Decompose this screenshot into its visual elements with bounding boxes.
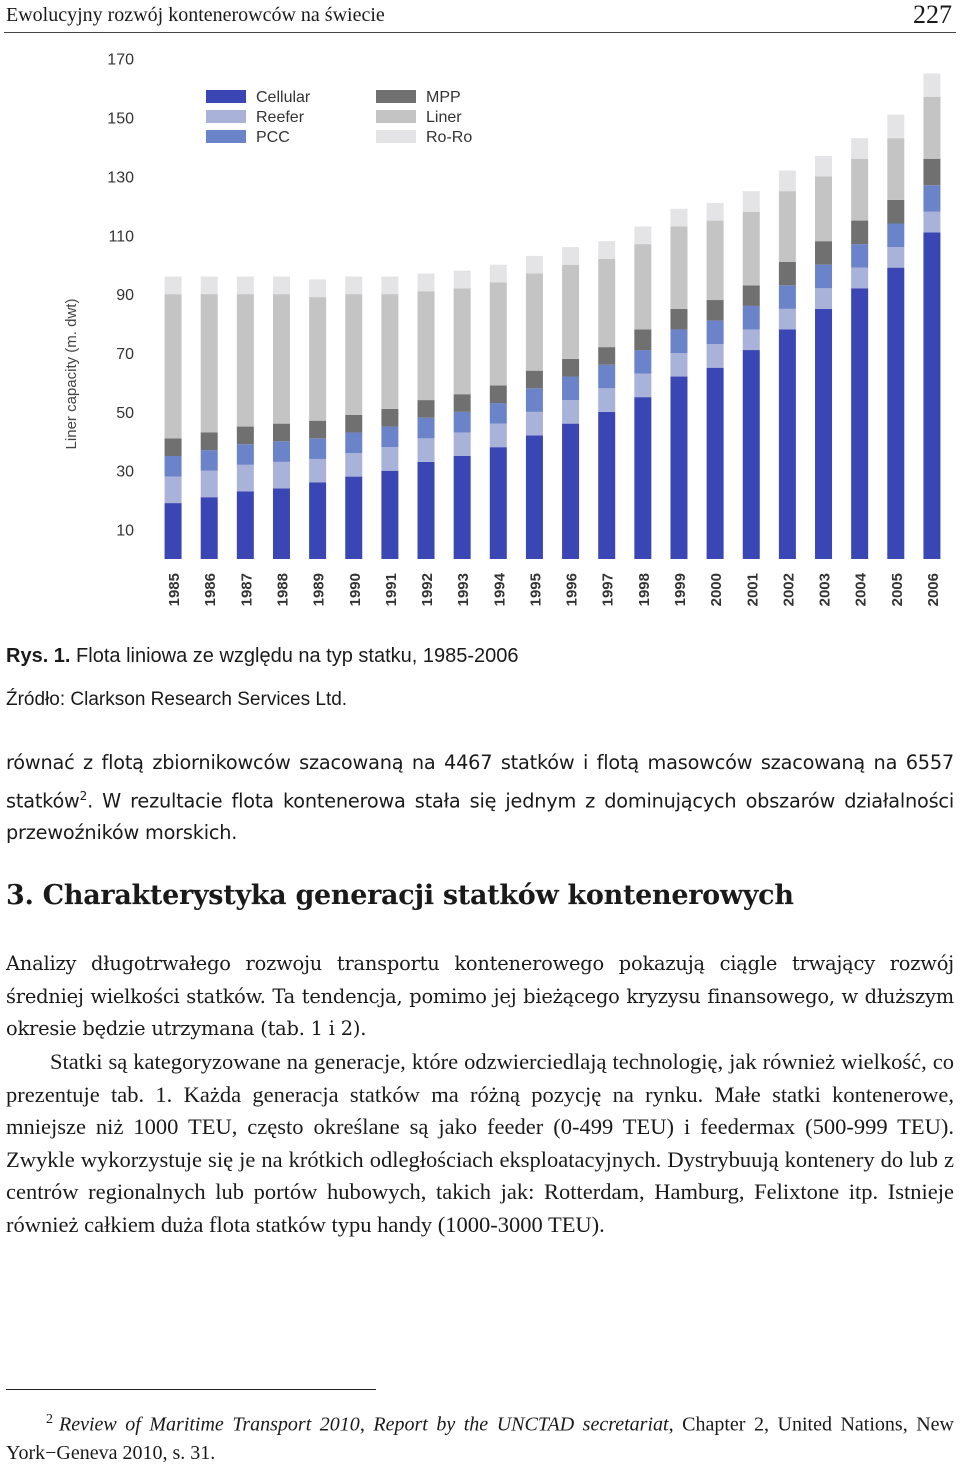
bar-mpp-2003	[815, 241, 832, 265]
bar-cellular-1997	[598, 412, 615, 559]
bar-pcc-1996	[562, 377, 579, 401]
bar-cellular-1985	[165, 503, 182, 559]
legend-swatch-cellular	[206, 90, 246, 103]
bar-ro-ro-2001	[743, 191, 760, 212]
bar-ro-ro-1986	[201, 276, 218, 294]
bar-mpp-1986	[201, 432, 218, 450]
figure-source: Źródło: Clarkson Research Services Ltd.	[6, 689, 348, 710]
bar-ro-ro-1990	[345, 276, 362, 294]
x-tick-label: 1993	[455, 573, 473, 607]
y-tick-label: 10	[116, 522, 134, 540]
bar-cellular-2005	[887, 268, 904, 559]
paragraph-1-text-b: . W rezultacie flota kontenerowa stała się jednym z dominujących obszarów działalności przewoźników morskich.	[6, 788, 954, 845]
bar-liner-2005	[887, 138, 904, 200]
bar-liner-2004	[851, 159, 868, 221]
bar-liner-2006	[923, 97, 940, 159]
bar-pcc-1985	[165, 456, 182, 477]
bar-cellular-1995	[526, 435, 543, 559]
bar-mpp-2006	[923, 159, 940, 185]
bar-pcc-1992	[418, 418, 435, 439]
legend-label-liner: Liner	[426, 109, 462, 126]
bar-liner-2001	[743, 212, 760, 286]
bar-pcc-1994	[490, 403, 507, 424]
bar-cellular-2004	[851, 288, 868, 559]
x-tick-label: 1985	[166, 573, 184, 607]
bar-pcc-2006	[923, 185, 940, 211]
y-tick-label: 70	[116, 346, 134, 363]
bar-cellular-2002	[779, 329, 796, 559]
bar-reefer-1988	[273, 462, 290, 488]
bar-ro-ro-1989	[309, 279, 326, 297]
bar-liner-1995	[526, 274, 543, 371]
bar-reefer-2006	[923, 212, 940, 233]
x-tick-label: 2004	[852, 573, 870, 607]
footnote-title-b: Report by the UNCTAD secretariat	[373, 1413, 669, 1436]
legend-label-reefer: Reefer	[256, 109, 305, 126]
footnote-title-a: Review of Maritime Transport 2010	[59, 1413, 360, 1436]
x-tick-label: 1998	[635, 573, 653, 607]
caption-text: Flota liniowa ze względu na typ statku, 1985-2006	[76, 645, 519, 667]
bar-reefer-2003	[815, 288, 832, 309]
x-tick-label: 2001	[744, 573, 762, 607]
bar-cellular-1991	[381, 471, 398, 559]
bar-cellular-1993	[454, 456, 471, 559]
bar-pcc-2003	[815, 265, 832, 289]
bar-pcc-1998	[634, 350, 651, 374]
bar-mpp-2002	[779, 262, 796, 286]
section-heading: 3. Charakterystyka generacji statków kontenerowych	[6, 880, 794, 911]
bar-mpp-1998	[634, 329, 651, 350]
x-tick-label: 1988	[274, 573, 292, 607]
bar-ro-ro-1992	[418, 274, 435, 292]
bar-ro-ro-2002	[779, 171, 796, 192]
bar-cellular-1990	[345, 477, 362, 559]
bar-pcc-1986	[201, 450, 218, 471]
bar-reefer-1996	[562, 400, 579, 424]
bar-liner-1987	[237, 294, 254, 426]
y-axis-label: Liner capacity (m. dwt)	[63, 298, 80, 450]
x-tick-label: 1986	[202, 573, 220, 607]
bar-cellular-1989	[309, 482, 326, 559]
bar-reefer-1986	[201, 471, 218, 497]
paragraph-1-text-a: równać z flotą zbiornikowców szacowaną na 4467 statków i flotą masowców szacowaną na 6557 statków	[6, 751, 954, 812]
bar-ro-ro-1985	[165, 276, 182, 294]
bar-mpp-1999	[670, 309, 687, 330]
y-tick-label: 90	[116, 287, 134, 305]
bar-mpp-1996	[562, 359, 579, 377]
bar-reefer-1993	[454, 432, 471, 456]
bar-reefer-1994	[490, 424, 507, 448]
bar-pcc-1990	[345, 432, 362, 453]
legend-swatch-pcc	[206, 130, 246, 143]
bar-mpp-1993	[454, 394, 471, 412]
y-tick-label: 130	[107, 169, 134, 187]
y-tick-label: 50	[116, 404, 134, 422]
bar-ro-ro-1999	[670, 209, 687, 227]
x-tick-label: 2003	[816, 573, 834, 607]
legend-label-cellular: Cellular	[256, 89, 311, 106]
bar-liner-1992	[418, 291, 435, 400]
x-tick-label: 2006	[924, 573, 942, 607]
bar-ro-ro-1993	[454, 271, 471, 289]
bar-cellular-1998	[634, 397, 651, 559]
bar-pcc-2000	[707, 321, 724, 345]
footnote-rest: , Chapter 2, United Nations, New York−Geneva 2010, s. 31.	[6, 1413, 955, 1464]
bar-ro-ro-1987	[237, 276, 254, 294]
bar-ro-ro-2005	[887, 115, 904, 139]
bar-liner-2002	[779, 191, 796, 262]
bar-pcc-1991	[381, 427, 398, 448]
bar-ro-ro-1997	[598, 241, 615, 259]
bar-ro-ro-2006	[923, 73, 940, 97]
bar-reefer-2000	[707, 344, 724, 368]
bar-liner-2003	[815, 176, 832, 241]
bar-pcc-1997	[598, 365, 615, 389]
bar-liner-1990	[345, 294, 362, 415]
bar-liner-1997	[598, 259, 615, 347]
bar-mpp-2001	[743, 285, 760, 306]
bar-pcc-1999	[670, 329, 687, 353]
bar-mpp-1988	[273, 424, 290, 442]
bar-cellular-1988	[273, 488, 290, 559]
running-header	[4, 0, 956, 33]
bar-reefer-1991	[381, 447, 398, 471]
bar-cellular-2003	[815, 309, 832, 559]
bar-reefer-1987	[237, 465, 254, 491]
x-tick-label: 1989	[310, 573, 328, 607]
x-tick-label: 1987	[238, 573, 256, 607]
bar-ro-ro-2000	[707, 203, 724, 221]
bar-mpp-1994	[490, 385, 507, 403]
bar-mpp-2004	[851, 221, 868, 245]
legend-swatch-reefer	[206, 110, 246, 123]
bar-mpp-1990	[345, 415, 362, 433]
bar-pcc-1989	[309, 438, 326, 459]
bar-ro-ro-2003	[815, 156, 832, 177]
bar-cellular-2000	[707, 368, 724, 559]
bar-pcc-1995	[526, 388, 543, 412]
bar-liner-1986	[201, 294, 218, 432]
paragraph-2: Analizy długotrwałego rozwoju transportu kontenerowego pokazują ciągle trwający rozwój średniej wielkości statków. Ta tendencja, pomimo jej bieżącego kryzysu finansowego, w dłuższym okresie będzie utrzymana (tab. 1 i 2).	[6, 952, 954, 1040]
bar-pcc-2005	[887, 224, 904, 248]
bar-liner-1993	[454, 288, 471, 394]
y-tick-label: 150	[107, 110, 134, 128]
bar-reefer-1998	[634, 374, 651, 398]
legend-swatch-liner	[376, 110, 416, 123]
x-tick-label: 2002	[780, 573, 798, 607]
bar-reefer-2002	[779, 309, 796, 330]
legend-swatch-mpp	[376, 90, 416, 103]
bar-liner-1994	[490, 282, 507, 385]
bar-ro-ro-1994	[490, 265, 507, 283]
bar-liner-1996	[562, 265, 579, 359]
bar-liner-1999	[670, 226, 687, 308]
x-tick-label: 1991	[382, 573, 400, 607]
bar-reefer-1990	[345, 453, 362, 477]
bar-mpp-2000	[707, 300, 724, 321]
bar-liner-2000	[707, 221, 724, 300]
paragraph-3: Statki są kategoryzowane na generacje, które odzwierciedlają technologię, jak również wielkość, co prezentuje tab. 1. Każda generacja statków ma różną pozycję na rynku. Małe statki kontenerowe, mniejsze niż 1000 TEU, często określane są jako feeder (0-499 TEU) i feedermax (500-999 TEU). Zwykle wykorzystuje się je na krótkich odległościach eksploatacyjnych. Dystrybuują kontenery do lub z centrów regionalnych lub portów hubowych, takich jak: Rotterdam, Hamburg, Felixtone itp. Istnieje również całkiem duża flota statków typu handy (1000-3000 TEU).	[6, 1049, 954, 1237]
x-tick-label: 2005	[888, 573, 906, 607]
bar-cellular-2001	[743, 350, 760, 559]
bar-ro-ro-2004	[851, 138, 868, 159]
bar-mpp-1997	[598, 347, 615, 365]
x-tick-label: 1997	[599, 573, 617, 607]
bar-mpp-2005	[887, 200, 904, 224]
running-title: Ewolucyjny rozwój kontenerowców na świecie	[6, 4, 385, 26]
bar-pcc-2002	[779, 285, 796, 309]
bar-ro-ro-1995	[526, 256, 543, 274]
bar-mpp-1989	[309, 421, 326, 439]
y-tick-label: 170	[107, 51, 134, 69]
bar-mpp-1995	[526, 371, 543, 389]
x-tick-label: 1992	[419, 573, 437, 607]
x-tick-label: 1990	[346, 573, 364, 607]
bar-mpp-1991	[381, 409, 398, 427]
x-tick-label: 1996	[563, 573, 581, 607]
page-number: 227	[913, 0, 952, 29]
bar-pcc-2004	[851, 244, 868, 268]
paragraph-1	[6, 747, 954, 850]
bar-reefer-2001	[743, 329, 760, 350]
bar-liner-1988	[273, 294, 290, 423]
bar-ro-ro-1991	[381, 276, 398, 294]
bar-ro-ro-1996	[562, 247, 579, 265]
bar-cellular-1986	[201, 497, 218, 559]
legend-label-pcc: PCC	[256, 129, 290, 146]
footnote-number: 2	[46, 1412, 53, 1427]
bar-mpp-1992	[418, 400, 435, 418]
bar-mpp-1985	[165, 438, 182, 456]
bar-liner-1998	[634, 244, 651, 329]
bar-mpp-1987	[237, 427, 254, 445]
legend-label-mpp: MPP	[426, 89, 461, 106]
bar-pcc-1993	[454, 412, 471, 433]
y-tick-label: 30	[116, 463, 134, 481]
bar-reefer-1997	[598, 388, 615, 412]
bar-cellular-1996	[562, 424, 579, 559]
figure-caption	[6, 645, 519, 668]
bar-reefer-1985	[165, 477, 182, 503]
x-tick-label: 1999	[671, 573, 689, 607]
x-tick-label: 2000	[708, 573, 726, 607]
y-tick-label: 110	[108, 228, 134, 246]
bar-pcc-2001	[743, 306, 760, 330]
bar-reefer-1995	[526, 412, 543, 436]
bar-cellular-2006	[923, 232, 940, 559]
bar-liner-1985	[165, 294, 182, 438]
legend-label-ro-ro: Ro-Ro	[426, 129, 473, 146]
bar-reefer-2004	[851, 268, 868, 289]
footnote-divider	[6, 1389, 376, 1390]
bar-liner-1989	[309, 297, 326, 421]
bar-pcc-1988	[273, 441, 290, 462]
legend-swatch-ro-ro	[376, 130, 416, 143]
liner-capacity-chart	[0, 34, 960, 634]
bar-cellular-1987	[237, 491, 254, 559]
x-tick-label: 1995	[527, 573, 545, 607]
bar-cellular-1992	[418, 462, 435, 559]
bar-cellular-1999	[670, 377, 687, 559]
footnote-sep: ,	[359, 1413, 374, 1436]
x-tick-label: 1994	[491, 573, 509, 607]
footnote-ref[interactable]: 2	[79, 788, 88, 803]
footnote	[6, 1406, 954, 1467]
bar-reefer-1999	[670, 353, 687, 377]
bar-reefer-2005	[887, 247, 904, 268]
bar-ro-ro-1998	[634, 226, 651, 244]
bar-pcc-1987	[237, 444, 254, 465]
bar-cellular-1994	[490, 447, 507, 559]
bar-reefer-1989	[309, 459, 326, 483]
bar-liner-1991	[381, 294, 398, 409]
bar-ro-ro-1988	[273, 276, 290, 294]
caption-label: Rys. 1.	[6, 645, 71, 667]
bar-reefer-1992	[418, 438, 435, 462]
